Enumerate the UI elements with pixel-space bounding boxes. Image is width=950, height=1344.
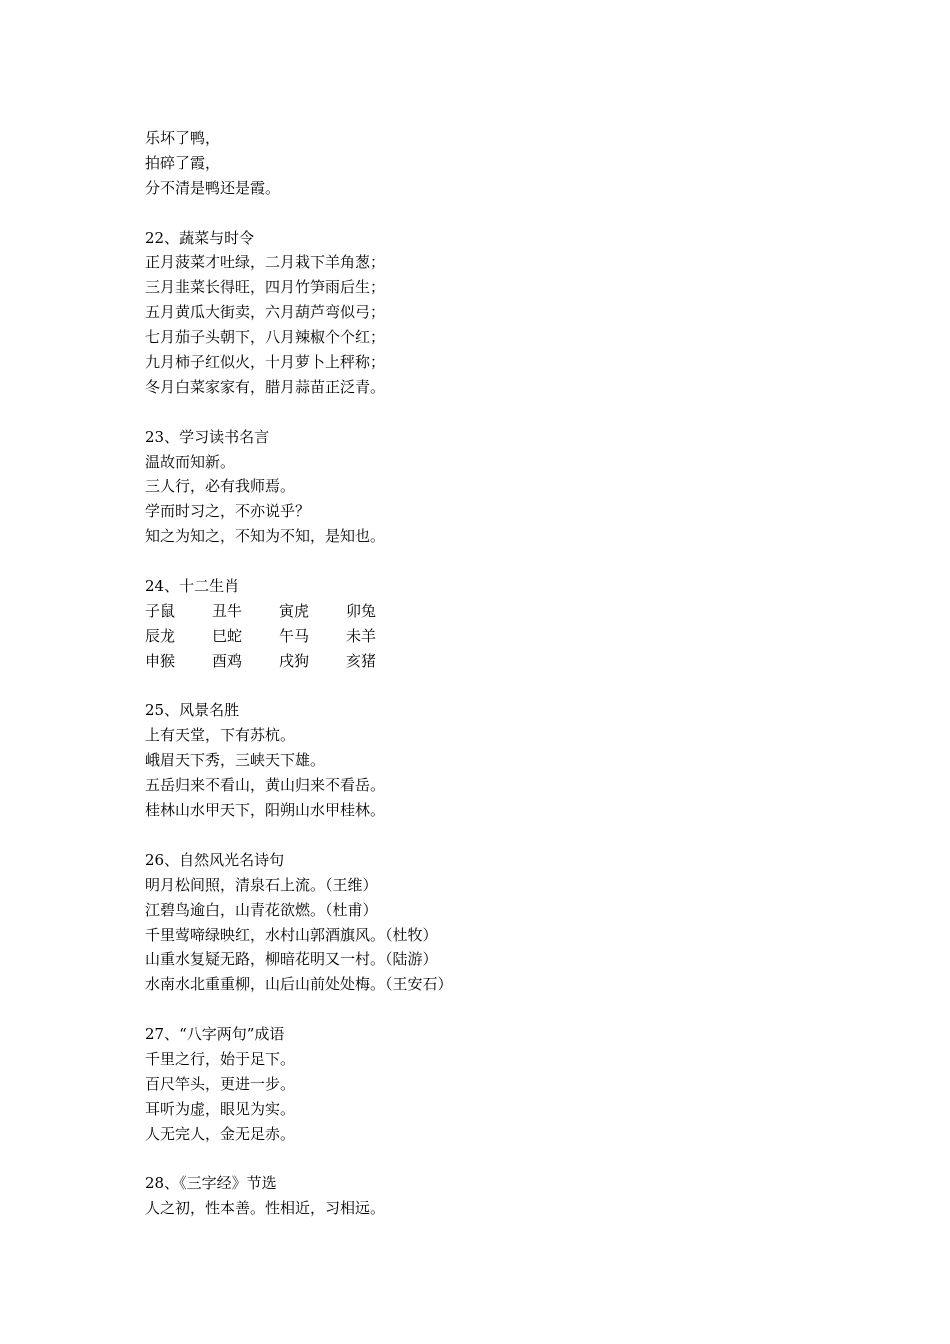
text-line: 人之初，性本善。性相近，习相远。 [145,1199,386,1218]
zodiac-cell: 亥猪 [346,651,377,670]
text-line: 正月菠菜才吐绿，二月栽下羊角葱； [145,253,386,272]
text-line: 温故而知新。 [145,452,236,471]
section-27 [145,1022,845,1146]
text-line: 千里之行，始于足下。 [145,1049,296,1068]
zodiac-cell: 辰龙 [145,626,176,645]
text-line: 七月茄子头朝下，八月辣椒个个红； [145,328,386,347]
text-line: 桂林山水甲天下，阳朔山水甲桂林。 [145,801,386,820]
text-line: 学而时习之，不亦说乎？ [145,502,311,521]
text-line: 江碧鸟逾白，山青花欲燃。（杜甫） [145,900,378,919]
section-22 [145,226,845,400]
poem-line: 拍碎了霞， [145,153,221,172]
text-line: 人无完人，金无足赤。 [145,1124,296,1143]
text-line: 千里莺啼绿映红，水村山郭酒旗风。（杜牧） [145,925,438,944]
zodiac-row [145,649,845,674]
section-gap [145,400,845,425]
section-gap [145,823,845,848]
zodiac-cell: 巳蛇 [212,626,243,645]
section-heading: 23、学习读书名言 [145,427,270,446]
section-gap [145,997,845,1022]
section-gap [145,201,845,226]
text-line: 九月柿子红似火，十月萝卜上秤称； [145,353,386,372]
zodiac-cell: 酉鸡 [212,651,243,670]
section-heading: 22、蔬菜与时令 [145,228,255,247]
text-line: 三人行，必有我师焉。 [145,477,296,496]
poem-line: 乐坏了鸭， [145,129,221,147]
text-line: 五月黄瓜大街卖，六月葫芦弯似弓； [145,303,386,322]
section-gap [145,1147,845,1172]
section-26 [145,848,845,997]
section-gap [145,674,845,699]
text-line: 五岳归来不看山，黄山归来不看岳。 [145,776,386,795]
zodiac-cell: 丑牛 [212,601,243,620]
document-page [145,126,845,1221]
text-line: 百尺竿头，更进一步。 [145,1074,296,1093]
zodiac-cell: 寅虎 [279,601,310,620]
zodiac-cell: 卯兔 [346,601,377,620]
text-line: 三月韭菜长得旺，四月竹笋雨后生； [145,278,386,297]
section-28 [145,1171,845,1221]
text-line: 耳听为虚，眼见为实。 [145,1099,296,1118]
poem-line: 分不清是鸭还是霞。 [145,178,281,197]
text-line: 峨眉天下秀，三峡天下雄。 [145,751,326,770]
section-23 [145,425,845,549]
section-heading: 26、自然风光名诗句 [145,850,285,869]
section-heading: 27、“八字两句”成语 [145,1025,285,1044]
text-line: 山重水复疑无路，柳暗花明又一村。（陆游） [145,950,438,969]
section-heading: 25、风景名胜 [145,701,240,720]
zodiac-cell: 子鼠 [145,601,176,620]
text-line: 上有天堂，下有苏杭。 [145,726,296,745]
zodiac-cell: 未羊 [346,626,377,645]
zodiac-cell: 申猴 [145,651,176,670]
text-line: 明月松间照，清泉石上流。（王维） [145,875,378,894]
section-heading: 24、十二生肖 [145,577,240,596]
zodiac-row [145,624,845,649]
section-gap [145,549,845,574]
intro-poem [145,126,845,201]
text-line: 冬月白菜家家有，腊月蒜苗正泛青。 [145,377,386,396]
section-heading: 28、《三字经》节选 [145,1174,277,1193]
zodiac-cell: 午马 [279,626,310,645]
zodiac-row [145,599,845,624]
text-line: 知之为知之，不知为不知，是知也。 [145,527,386,546]
section-25 [145,698,845,822]
zodiac-cell: 戌狗 [279,651,310,670]
text-line: 水南水北重重柳，山后山前处处梅。（王安石） [145,975,453,994]
section-24 [145,574,845,674]
